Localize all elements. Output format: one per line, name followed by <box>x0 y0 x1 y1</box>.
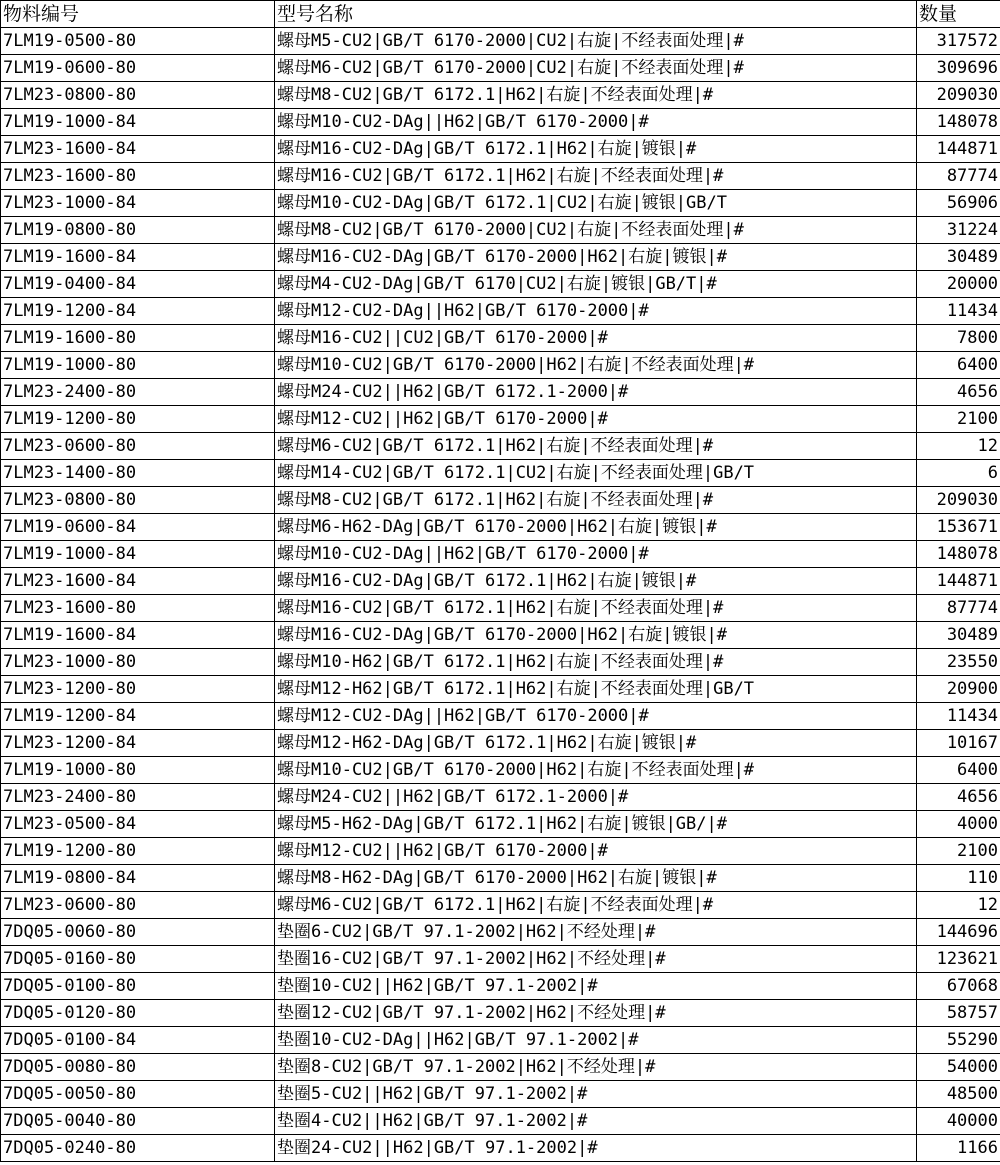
material-code-cell[interactable]: 7LM19-1000-84 <box>1 541 275 568</box>
table-row <box>1 1054 1000 1081</box>
table-row <box>1 595 1000 622</box>
table-row <box>1 406 1000 433</box>
model-name-cell[interactable]: 螺母M5-H62-DAg|GB/T 6172.1|H62|右旋|镀银|GB/|# <box>275 811 917 838</box>
table-row <box>1 82 1000 109</box>
table-row <box>1 838 1000 865</box>
model-name-cell[interactable]: 螺母M10-CU2-DAg||H62|GB/T 6170-2000|# <box>275 109 917 136</box>
model-name-cell[interactable]: 螺母M16-CU2-DAg|GB/T 6170-2000|H62|右旋|镀银|# <box>275 244 917 271</box>
table-row <box>1 298 1000 325</box>
quantity-cell[interactable]: 4656 <box>917 379 1000 406</box>
quantity-cell[interactable]: 317572 <box>917 28 1000 55</box>
material-code-cell[interactable]: 7LM23-0800-80 <box>1 82 275 109</box>
model-name-cell[interactable]: 螺母M16-CU2||CU2|GB/T 6170-2000|# <box>275 325 917 352</box>
model-name-cell[interactable]: 螺母M12-CU2||H62|GB/T 6170-2000|# <box>275 406 917 433</box>
quantity-cell[interactable]: 144871 <box>917 568 1000 595</box>
table-row <box>1 514 1000 541</box>
quantity-cell[interactable]: 67068 <box>917 973 1000 1000</box>
table-row <box>1 811 1000 838</box>
quantity-cell[interactable]: 55290 <box>917 1027 1000 1054</box>
model-name-cell[interactable]: 垫圈24-CU2||H62|GB/T 97.1-2002|# <box>275 1135 917 1162</box>
material-code-cell[interactable]: 7LM19-1200-84 <box>1 298 275 325</box>
model-name-cell[interactable]: 螺母M12-H62-DAg|GB/T 6172.1|H62|右旋|镀银|# <box>275 730 917 757</box>
material-code-cell[interactable]: 7LM19-1200-84 <box>1 703 275 730</box>
model-name-cell[interactable]: 螺母M24-CU2||H62|GB/T 6172.1-2000|# <box>275 379 917 406</box>
material-code-cell[interactable]: 7LM19-0800-84 <box>1 865 275 892</box>
table-row <box>1 460 1000 487</box>
table-row <box>1 865 1000 892</box>
material-code-cell[interactable]: 7LM23-2400-80 <box>1 784 275 811</box>
model-name-cell[interactable]: 螺母M6-H62-DAg|GB/T 6170-2000|H62|右旋|镀银|# <box>275 514 917 541</box>
model-name-cell[interactable]: 垫圈10-CU2||H62|GB/T 97.1-2002|# <box>275 973 917 1000</box>
model-name-cell[interactable]: 螺母M10-CU2|GB/T 6170-2000|H62|右旋|不经表面处理|# <box>275 757 917 784</box>
material-code-cell[interactable]: 7LM19-1600-84 <box>1 622 275 649</box>
material-code-cell[interactable]: 7DQ05-0040-80 <box>1 1108 275 1135</box>
model-name-cell[interactable]: 螺母M24-CU2||H62|GB/T 6172.1-2000|# <box>275 784 917 811</box>
material-code-cell[interactable]: 7LM19-0600-84 <box>1 514 275 541</box>
material-code-cell[interactable]: 7DQ05-0060-80 <box>1 919 275 946</box>
table-row <box>1 217 1000 244</box>
quantity-cell[interactable]: 87774 <box>917 163 1000 190</box>
table-row <box>1 1081 1000 1108</box>
quantity-cell[interactable]: 110 <box>917 865 1000 892</box>
table-row <box>1 109 1000 136</box>
material-code-cell[interactable]: 7LM19-1000-80 <box>1 757 275 784</box>
quantity-cell[interactable]: 209030 <box>917 82 1000 109</box>
quantity-cell[interactable]: 23550 <box>917 649 1000 676</box>
model-name-cell[interactable]: 螺母M16-CU2|GB/T 6172.1|H62|右旋|不经表面处理|# <box>275 163 917 190</box>
material-code-cell[interactable]: 7DQ05-0120-80 <box>1 1000 275 1027</box>
table-row <box>1 163 1000 190</box>
material-code-cell[interactable]: 7DQ05-0160-80 <box>1 946 275 973</box>
table-row <box>1 703 1000 730</box>
material-code-cell[interactable]: 7LM23-1400-80 <box>1 460 275 487</box>
material-code-cell[interactable]: 7LM19-1600-80 <box>1 325 275 352</box>
table-row <box>1 433 1000 460</box>
table-row <box>1 1027 1000 1054</box>
model-name-cell[interactable]: 螺母M16-CU2-DAg|GB/T 6172.1|H62|右旋|镀银|# <box>275 568 917 595</box>
material-code-cell[interactable]: 7DQ05-0240-80 <box>1 1135 275 1162</box>
quantity-cell[interactable]: 54000 <box>917 1054 1000 1081</box>
model-name-cell[interactable]: 垫圈16-CU2|GB/T 97.1-2002|H62|不经处理|# <box>275 946 917 973</box>
quantity-cell[interactable]: 48500 <box>917 1081 1000 1108</box>
table-row <box>1 136 1000 163</box>
model-name-cell[interactable]: 垫圈10-CU2-DAg||H62|GB/T 97.1-2002|# <box>275 1027 917 1054</box>
model-name-cell[interactable]: 螺母M16-CU2-DAg|GB/T 6170-2000|H62|右旋|镀银|# <box>275 622 917 649</box>
material-code-cell[interactable]: 7LM23-1600-84 <box>1 136 275 163</box>
table-row <box>1 784 1000 811</box>
model-name-cell[interactable]: 螺母M12-H62|GB/T 6172.1|H62|右旋|不经表面处理|GB/T <box>275 676 917 703</box>
quantity-cell[interactable]: 309696 <box>917 55 1000 82</box>
model-name-cell[interactable]: 螺母M12-CU2-DAg||H62|GB/T 6170-2000|# <box>275 298 917 325</box>
quantity-cell[interactable]: 30489 <box>917 622 1000 649</box>
material-code-cell[interactable]: 7LM19-1000-84 <box>1 109 275 136</box>
quantity-cell[interactable]: 148078 <box>917 541 1000 568</box>
quantity-cell[interactable]: 58757 <box>917 1000 1000 1027</box>
model-name-cell[interactable]: 垫圈6-CU2|GB/T 97.1-2002|H62|不经处理|# <box>275 919 917 946</box>
material-code-cell[interactable]: 7LM19-0800-80 <box>1 217 275 244</box>
material-code-cell[interactable]: 7LM23-0600-80 <box>1 892 275 919</box>
quantity-cell[interactable]: 30489 <box>917 244 1000 271</box>
table-row <box>1 271 1000 298</box>
quantity-cell[interactable]: 31224 <box>917 217 1000 244</box>
model-name-cell[interactable]: 螺母M16-CU2|GB/T 6172.1|H62|右旋|不经表面处理|# <box>275 595 917 622</box>
table-row <box>1 244 1000 271</box>
table-row <box>1 973 1000 1000</box>
model-name-cell[interactable]: 螺母M5-CU2|GB/T 6170-2000|CU2|右旋|不经表面处理|# <box>275 28 917 55</box>
model-name-cell[interactable]: 垫圈5-CU2||H62|GB/T 97.1-2002|# <box>275 1081 917 1108</box>
table-row <box>1 379 1000 406</box>
model-name-cell[interactable]: 螺母M12-CU2||H62|GB/T 6170-2000|# <box>275 838 917 865</box>
material-code-cell[interactable]: 7LM23-0600-80 <box>1 433 275 460</box>
material-code-cell[interactable]: 7LM19-0400-84 <box>1 271 275 298</box>
quantity-cell[interactable]: 144696 <box>917 919 1000 946</box>
model-name-cell[interactable]: 螺母M8-H62-DAg|GB/T 6170-2000|H62|右旋|镀银|# <box>275 865 917 892</box>
material-code-cell[interactable]: 7LM19-1200-80 <box>1 838 275 865</box>
model-name-cell[interactable]: 垫圈4-CU2||H62|GB/T 97.1-2002|# <box>275 1108 917 1135</box>
quantity-cell[interactable]: 11434 <box>917 703 1000 730</box>
quantity-cell[interactable]: 2100 <box>917 838 1000 865</box>
header-quantity[interactable]: 数量 <box>917 1 1000 28</box>
table-row <box>1 55 1000 82</box>
table-body <box>1 28 1000 1162</box>
material-code-cell[interactable]: 7LM23-1200-84 <box>1 730 275 757</box>
model-name-cell[interactable]: 螺母M14-CU2|GB/T 6172.1|CU2|右旋|不经表面处理|GB/T <box>275 460 917 487</box>
header-model-name[interactable]: 型号名称 <box>275 1 917 28</box>
quantity-cell[interactable]: 123621 <box>917 946 1000 973</box>
material-code-cell[interactable]: 7DQ05-0050-80 <box>1 1081 275 1108</box>
table-row <box>1 946 1000 973</box>
model-name-cell[interactable]: 垫圈8-CU2|GB/T 97.1-2002|H62|不经处理|# <box>275 1054 917 1081</box>
quantity-cell[interactable]: 12 <box>917 892 1000 919</box>
model-name-cell[interactable]: 螺母M6-CU2|GB/T 6172.1|H62|右旋|不经表面处理|# <box>275 892 917 919</box>
quantity-cell[interactable]: 40000 <box>917 1108 1000 1135</box>
table-row <box>1 892 1000 919</box>
material-code-cell[interactable]: 7LM19-0600-80 <box>1 55 275 82</box>
quantity-cell[interactable]: 2100 <box>917 406 1000 433</box>
model-name-cell[interactable]: 螺母M10-CU2-DAg||H62|GB/T 6170-2000|# <box>275 541 917 568</box>
table-row <box>1 28 1000 55</box>
material-code-cell[interactable]: 7LM23-1600-80 <box>1 163 275 190</box>
quantity-cell[interactable]: 20900 <box>917 676 1000 703</box>
quantity-cell[interactable]: 10167 <box>917 730 1000 757</box>
quantity-cell[interactable]: 6400 <box>917 757 1000 784</box>
model-name-cell[interactable]: 螺母M8-CU2|GB/T 6172.1|H62|右旋|不经表面处理|# <box>275 82 917 109</box>
quantity-cell[interactable]: 153671 <box>917 514 1000 541</box>
model-name-cell[interactable]: 螺母M10-CU2-DAg|GB/T 6172.1|CU2|右旋|镀银|GB/T <box>275 190 917 217</box>
quantity-cell[interactable]: 4656 <box>917 784 1000 811</box>
material-code-cell[interactable]: 7LM19-1200-80 <box>1 406 275 433</box>
table-row <box>1 325 1000 352</box>
header-material-code[interactable]: 物料编号 <box>1 1 275 28</box>
model-name-cell[interactable]: 螺母M6-CU2|GB/T 6172.1|H62|右旋|不经表面处理|# <box>275 433 917 460</box>
header-row <box>1 1 1000 28</box>
quantity-cell[interactable]: 11434 <box>917 298 1000 325</box>
material-code-cell[interactable]: 7LM23-1000-84 <box>1 190 275 217</box>
table-row <box>1 919 1000 946</box>
material-code-cell[interactable]: 7LM23-1600-80 <box>1 595 275 622</box>
quantity-cell[interactable]: 20000 <box>917 271 1000 298</box>
quantity-cell[interactable]: 6400 <box>917 352 1000 379</box>
model-name-cell[interactable]: 螺母M6-CU2|GB/T 6170-2000|CU2|右旋|不经表面处理|# <box>275 55 917 82</box>
material-code-cell[interactable]: 7LM19-0500-80 <box>1 28 275 55</box>
table-row <box>1 1000 1000 1027</box>
material-code-cell[interactable]: 7LM23-0800-80 <box>1 487 275 514</box>
model-name-cell[interactable]: 螺母M16-CU2-DAg|GB/T 6172.1|H62|右旋|镀银|# <box>275 136 917 163</box>
model-name-cell[interactable]: 螺母M10-H62|GB/T 6172.1|H62|右旋|不经表面处理|# <box>275 649 917 676</box>
table-row <box>1 676 1000 703</box>
material-code-cell[interactable]: 7LM19-1000-80 <box>1 352 275 379</box>
quantity-cell[interactable]: 56906 <box>917 190 1000 217</box>
table-row <box>1 487 1000 514</box>
table-row <box>1 1135 1000 1162</box>
material-code-cell[interactable]: 7DQ05-0100-84 <box>1 1027 275 1054</box>
material-code-cell[interactable]: 7LM23-2400-80 <box>1 379 275 406</box>
quantity-cell[interactable]: 1166 <box>917 1135 1000 1162</box>
table-row <box>1 730 1000 757</box>
quantity-cell[interactable]: 148078 <box>917 109 1000 136</box>
quantity-cell[interactable]: 12 <box>917 433 1000 460</box>
model-name-cell[interactable]: 螺母M10-CU2|GB/T 6170-2000|H62|右旋|不经表面处理|# <box>275 352 917 379</box>
quantity-cell[interactable]: 209030 <box>917 487 1000 514</box>
quantity-cell[interactable]: 144871 <box>917 136 1000 163</box>
material-code-cell[interactable]: 7LM23-1200-80 <box>1 676 275 703</box>
material-code-cell[interactable]: 7DQ05-0100-80 <box>1 973 275 1000</box>
table-row <box>1 1108 1000 1135</box>
material-code-cell[interactable]: 7DQ05-0080-80 <box>1 1054 275 1081</box>
quantity-cell[interactable]: 87774 <box>917 595 1000 622</box>
table-row <box>1 568 1000 595</box>
model-name-cell[interactable]: 螺母M4-CU2-DAg|GB/T 6170|CU2|右旋|镀银|GB/T|# <box>275 271 917 298</box>
model-name-cell[interactable]: 螺母M8-CU2|GB/T 6172.1|H62|右旋|不经表面处理|# <box>275 487 917 514</box>
quantity-cell[interactable]: 6 <box>917 460 1000 487</box>
material-code-cell[interactable]: 7LM23-1600-84 <box>1 568 275 595</box>
material-code-cell[interactable]: 7LM19-1600-84 <box>1 244 275 271</box>
quantity-cell[interactable]: 4000 <box>917 811 1000 838</box>
table-row <box>1 622 1000 649</box>
table-row <box>1 190 1000 217</box>
table-row <box>1 541 1000 568</box>
model-name-cell[interactable]: 垫圈12-CU2|GB/T 97.1-2002|H62|不经处理|# <box>275 1000 917 1027</box>
material-code-cell[interactable]: 7LM23-1000-80 <box>1 649 275 676</box>
table-row <box>1 352 1000 379</box>
material-code-cell[interactable]: 7LM23-0500-84 <box>1 811 275 838</box>
quantity-cell[interactable]: 7800 <box>917 325 1000 352</box>
table-row <box>1 757 1000 784</box>
model-name-cell[interactable]: 螺母M12-CU2-DAg||H62|GB/T 6170-2000|# <box>275 703 917 730</box>
table-row <box>1 649 1000 676</box>
model-name-cell[interactable]: 螺母M8-CU2|GB/T 6170-2000|CU2|右旋|不经表面处理|# <box>275 217 917 244</box>
